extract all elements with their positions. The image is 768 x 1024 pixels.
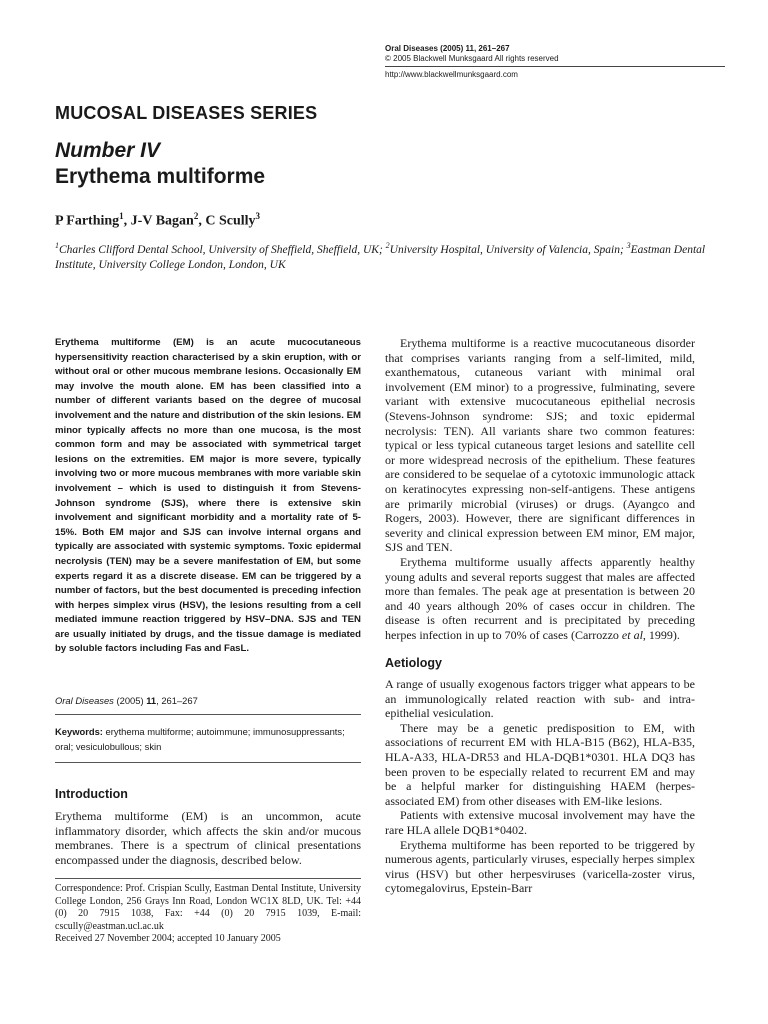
abstract: Erythema multiforme (EM) is an acute mucocutaneous hypersensitivity reaction characterised by a skin eruption, with or without oral or other mucous membrane lesions. Occasionally EM may involve the mouth alone. EM has been classified into a number of different variants based on the degree of mucosal involvement and the nature and distribution of the skin lesions. EM minor typically affects no more than one mucosa, is the most common form and may be associated with symmetrical target lesions on the extremities. EM major is more severe, typically involving two or more mucous membranes with more variable skin involvement – which is used to distinguish it from Stevens-Johnson syndrome (SJS), where there is extensive skin involvement and significant morbidity and a mortality rate of 5-15%. Both EM major and SJS can involve internal organs and typically are associated with systemic symptoms. Toxic epidermal necrolysis (TEN) may be a severe manifestation of EM, but some experts regard it as a discrete disease. EM can be triggered by a number of factors, but the best documented is preceding infection with herpes simplex virus (HSV), the lesions resulting from a cell mediated immune reaction triggered by HSV–DNA. SJS and TEN are usually initiated by drugs, and the tissue damage is mediated by soluble factors including Fas and FasL. bbox=[55, 337, 361, 655]
journal-header bbox=[385, 44, 725, 80]
body-paragraph: There may be a genetic predisposition to EM, with associations of recurrent EM with HLA-B15 (B62), HLA-B35, HLA-A33, HLA-DR53 and HLA-DQB1*0301. HLA DQ3 has been proven to be especially related to recurrent EM and may be a helpful marker for distinguishing HAEM (herpes-associated EM) from other diseases with EM-like lesions. bbox=[385, 720, 695, 808]
divider bbox=[55, 878, 361, 879]
affiliations: $^1$Charles Clifford Dental School, University of Sheffield, Sheffield, UK; $^2$University Hospital, University of Valencia, Spain; $^3$Eastman Dental Institute, University College London, London, UK bbox=[55, 241, 706, 271]
author-affil-mark: 3 bbox=[255, 211, 261, 221]
section-heading-introduction: Introduction bbox=[55, 787, 128, 801]
article-title: Erythema multiforme bbox=[55, 165, 266, 188]
body-paragraph: Erythema multiforme has been reported to be triggered by numerous agents, particularly viruses, especially herpes simplex virus (HSV) but other herpesviruses (varicella-zoster virus, cytomegalovirus, Epstein-Barr bbox=[385, 837, 695, 896]
abstract-citation: Oral Diseases (2005) 11, 261–267 bbox=[55, 695, 198, 706]
keywords bbox=[55, 725, 361, 754]
correspondence-address: Correspondence: Prof. Crispian Scully, Eastman Dental Institute, University College London, 256 Grays Inn Road, London WC1X 8LD, UK. Tel: +44 (0) 20 7915 1038, Fax: +44 (0) 20 7915 1039, E-mail: cscully@eastman.ucl.ac.uk bbox=[55, 883, 361, 932]
author-name: P Farthing bbox=[55, 213, 120, 229]
author-affil-mark: 1 bbox=[119, 211, 124, 221]
correspondence-note bbox=[55, 883, 361, 946]
journal-citation: Oral Diseases (2005) 11, 261–267 bbox=[385, 44, 510, 53]
right-column bbox=[385, 336, 695, 896]
section-heading-aetiology: Aetiology bbox=[385, 656, 442, 671]
affiliation: Eastman Dental Institute, University College London, London, UK bbox=[55, 243, 706, 271]
series-number: Number IV bbox=[55, 139, 161, 162]
author-list: P Farthing$^1$, J-V Bagan$^2$, C Scully$^3$ bbox=[55, 211, 261, 229]
body-paragraph: Erythema multiforme usually affects apparently healthy young adults and several reports suggest that males are affected more than females. The peak age at presentation is between 20 and 40 years although 20% of cases occur in children. The disease is often recurrent and is precipitated by preceding herpes infection in up to 70% of cases (Carrozzo et al, 1999). bbox=[385, 554, 695, 642]
body-paragraph: Patients with extensive mucosal involvement may have the rare HLA allele DQB1*0402. bbox=[385, 808, 695, 837]
keywords-list: erythema multiforme; autoimmune; immunosuppressants; oral; vesiculobullous; skin bbox=[55, 726, 345, 752]
divider bbox=[55, 714, 361, 715]
series-title: MUCOSAL DISEASES SERIES bbox=[55, 103, 318, 123]
author-name: C Scully bbox=[205, 213, 256, 229]
body-paragraph: A range of usually exogenous factors trigger what appears to be an immunologically related reaction with sub- and intra-epithelial vesiculation. bbox=[385, 677, 695, 721]
received-dates: Received 27 November 2004; accepted 10 January 2005 bbox=[55, 933, 281, 945]
keywords-label: Keywords: bbox=[55, 726, 103, 737]
introduction-paragraph: Erythema multiforme (EM) is an uncommon, acute inflammatory disorder, which affects the skin and/or mucous membranes. There is a spectrum of clinical presentations encompassed under the diagnosis, described below. bbox=[55, 809, 361, 867]
divider bbox=[55, 762, 361, 763]
body-paragraph: Erythema multiforme is a reactive mucocutaneous disorder that comprises variants ranging from a self-limited, mild, exanthematous, cutaneous variant with minimal oral involvement (EM minor) to a progressive, fulminating, severe variant with extensive mucocutaneous epithelial necrosis (Stevens-Johnson syndrome: SJS; and toxic epidermal necrolysis: TEN). All variants share two common features: typical or less typical cutaneous target lesions and satellite cell or more widespread necrosis of the epithelium. These features are considered to be sequelae of a cytotoxic immunologic attack on keratinocytes expressing non-self-antigens. These antigens are primarily microbial (viruses) or drugs. (Ayangco and Rogers, 2003). However, there are significant differences in severity and clinical expression between EM minor, EM major, SJS and TEN. bbox=[385, 336, 695, 555]
author-name: J-V Bagan bbox=[130, 213, 194, 229]
author-affil-mark: 2 bbox=[193, 211, 199, 221]
copyright-line: © 2005 Blackwell Munksgaard All rights reserved bbox=[385, 54, 559, 63]
affiliation: University Hospital, University of Valencia, Spain; bbox=[389, 243, 627, 256]
affiliation: Charles Clifford Dental School, University of Sheffield, Sheffield, UK; bbox=[59, 243, 386, 256]
journal-url[interactable]: http://www.blackwellmunksgaard.com bbox=[385, 66, 725, 80]
